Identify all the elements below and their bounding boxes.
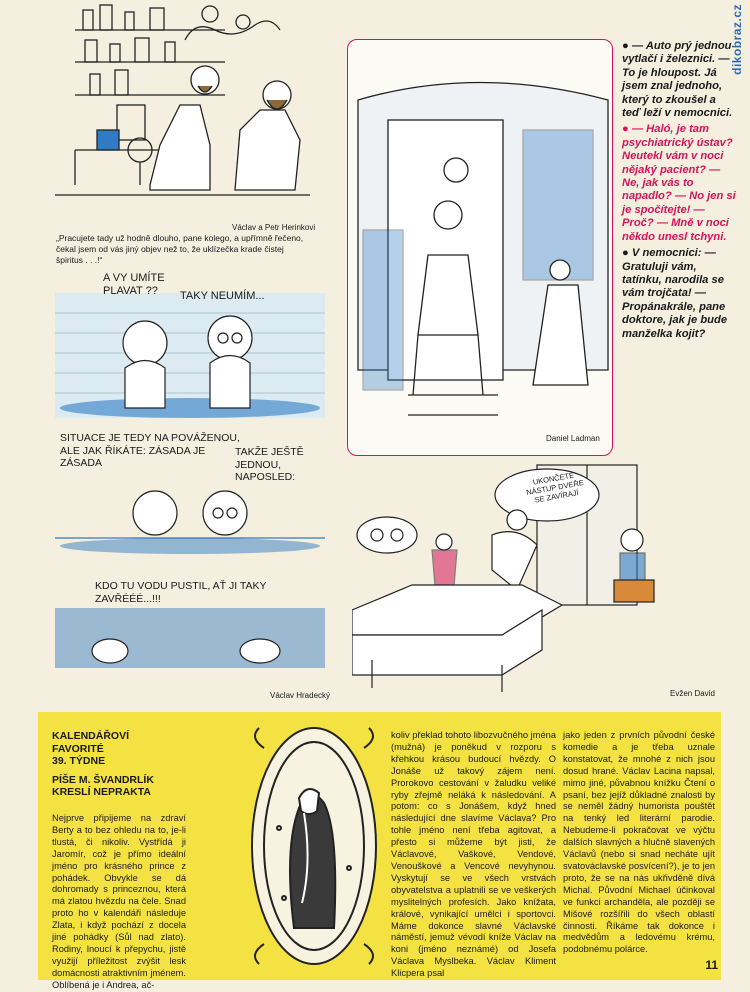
kalendar-author: PÍŠE M. ŠVANDRLÍK [52,773,154,786]
side-jokes [622,40,737,344]
page-number: 11 [705,958,718,972]
article-column-3: jako jeden z prvních původní české komedie a je třeba uznale konstatovat, že mnohé z nich jsou dosud hrané. Václav Lacina napsal, mimo jiné, půvabnou knížku Čtení o psaní, bez jejíž důkladné znalosti by se neměl žádný humorista pouštět na tenký led literární parodie. Nebudeme-li pokračovat ve výčtu dalších slavných a hlučně slavených Václavů (nebo si snad necháte ujít svatováclavské posvícení?), je to jen proto, že se na nás ukřivděně dívá Michal. Původní Michael účinkoval ve funkci archanděla, ale později se Mišové rozšířili do všech oblastí činnosti. Říkáme tak dokonce i medvědům a ledovému krému, podobnému polárce. [563,730,715,955]
bed-cartoon-credit: Evžen David [670,689,715,698]
train-cartoon-frame [347,39,613,456]
kalendar-header [52,730,187,799]
bullet-icon: ● [622,247,629,260]
joke-3 [622,247,737,341]
strip-credit: Václav Hradecký [270,691,331,700]
kalendar-title-1: KALENDÁŘOVÍ [52,730,130,742]
bubble-can-you-swim: A VY UMÍTE PLAVAT ?? [103,272,165,297]
lab-cartoon-caption: „Pracujete tady už hodně dlouho, pane kolego, a upřímně řečeno, čekal jsem od vás jiný objev než to, že uklízečka krade čistej špiritus . . .!“ [56,233,304,265]
bullet-icon: ● [622,40,629,52]
kalendar-title-3: 39. TÝDNE [52,755,106,767]
bullet-icon: ● [622,123,629,136]
bubble-once-more: TAKŽE JEŠTĚ JEDNOU, NAPOSLED: [235,446,304,483]
article-column-2: koliv překlad tohoto libozvučného jména (mužná) je poněkud v rozporu s křehkou krásou budoucí hvězdy. O Jonáše už takový zájem není. Prorokovo cestování v žaludku veliké ryby zřejmě neláká k následování. A potom: co s Jonášem, když hned následující dne slavíme Václava? Pro tohle jméno není třeba agitovat, a přesto si můžeme být jisti, že Václavové, Vaškové, Vendové, Venouškové a Vencové nevyhynou. Vyskytují se ve všech vrstvách obyvatelstva a uplatnili se ve veškerých myslitelných profesích. Jako knížata, králové, vynikající umělci i sportovci. Máme dokonce slavné Václavské náměstí, jemuž vévodí kníže Václav na koni (jméno neznámé) od Josefa Václava Myslbeka. Václav Kliment Klicpera psal [391,730,556,979]
joke-1 [622,40,737,120]
site-watermark: dikobraz.cz [730,4,744,75]
kalendar-title-2: FAVORITÉ [52,742,104,755]
lab-cartoon [55,0,315,215]
framed-portrait [244,718,384,973]
bubble-who-let-water: KDO TU VODU PUSTIL, AŤ JI TAKY ZAVŘÉÉÉ...!!! [95,580,267,605]
joke-2-text: — Haló, je tam psychiatrický ústav? Neutekl vám v noci nějaký pacient? — Ne, jak vás to napadlo? — No jen si je spočítejte! — Proč? — Mně v noci někdo unesl tchyni. [622,123,736,243]
door-sign: UKONČETE NÁSTUP DVEŘE SE ZAVÍRAJÍ [525,470,585,505]
kalendar-illustrator: KRESLÍ NEPRAKTA [52,786,151,798]
bubble-situation: SITUACE JE TEDY NA POVÁŽENOU, ALE JAK ŘÍKÁTE: ZÁSADA JE ZÁSADA [60,432,240,469]
article-column-1: Nejprve připijeme na zdraví Berty a to bez ohledu na to, je-li tlustá, či nikoliv. Vystřídá ji Jaromír, což je přímo ideální jméno pro krásného prince z pohádek. Obvykle se dá dohromady s princeznou, která má zlatou hvězdu na čele. Snad proto ho v kalendáři následuje Zlata, i když pochází z docela jiné pohádky (Sůl nad zlato). Rodiny, lnoucí k přepychu, jistě využijí příležitost zvýšit lesk domácnosti atraktivním jménem. Oblíbená je i Andrea, ač- [52,813,186,990]
train-cartoon-credit: Daniel Ladman [546,434,600,443]
lab-cartoon-credit: Václav a Petr Herinkovi [232,223,316,232]
bubble-neither-can-i: TAKY NEUMÍM... [180,290,265,302]
train-cartoon [348,40,612,455]
joke-2 [622,123,737,244]
joke-1-text: — Auto prý jednou vytlačí i železnici. — To je hloupost. Já jsem znal jednoho, který to zkoušel a teď leží v nemocnici. [622,40,733,120]
joke-3-text: V nemocnici: — Gratuluji vám, tatínku, narodila se vám trojčata! — Propánakrále, pane doktore, jak je bude manželka kojit? [622,247,728,340]
